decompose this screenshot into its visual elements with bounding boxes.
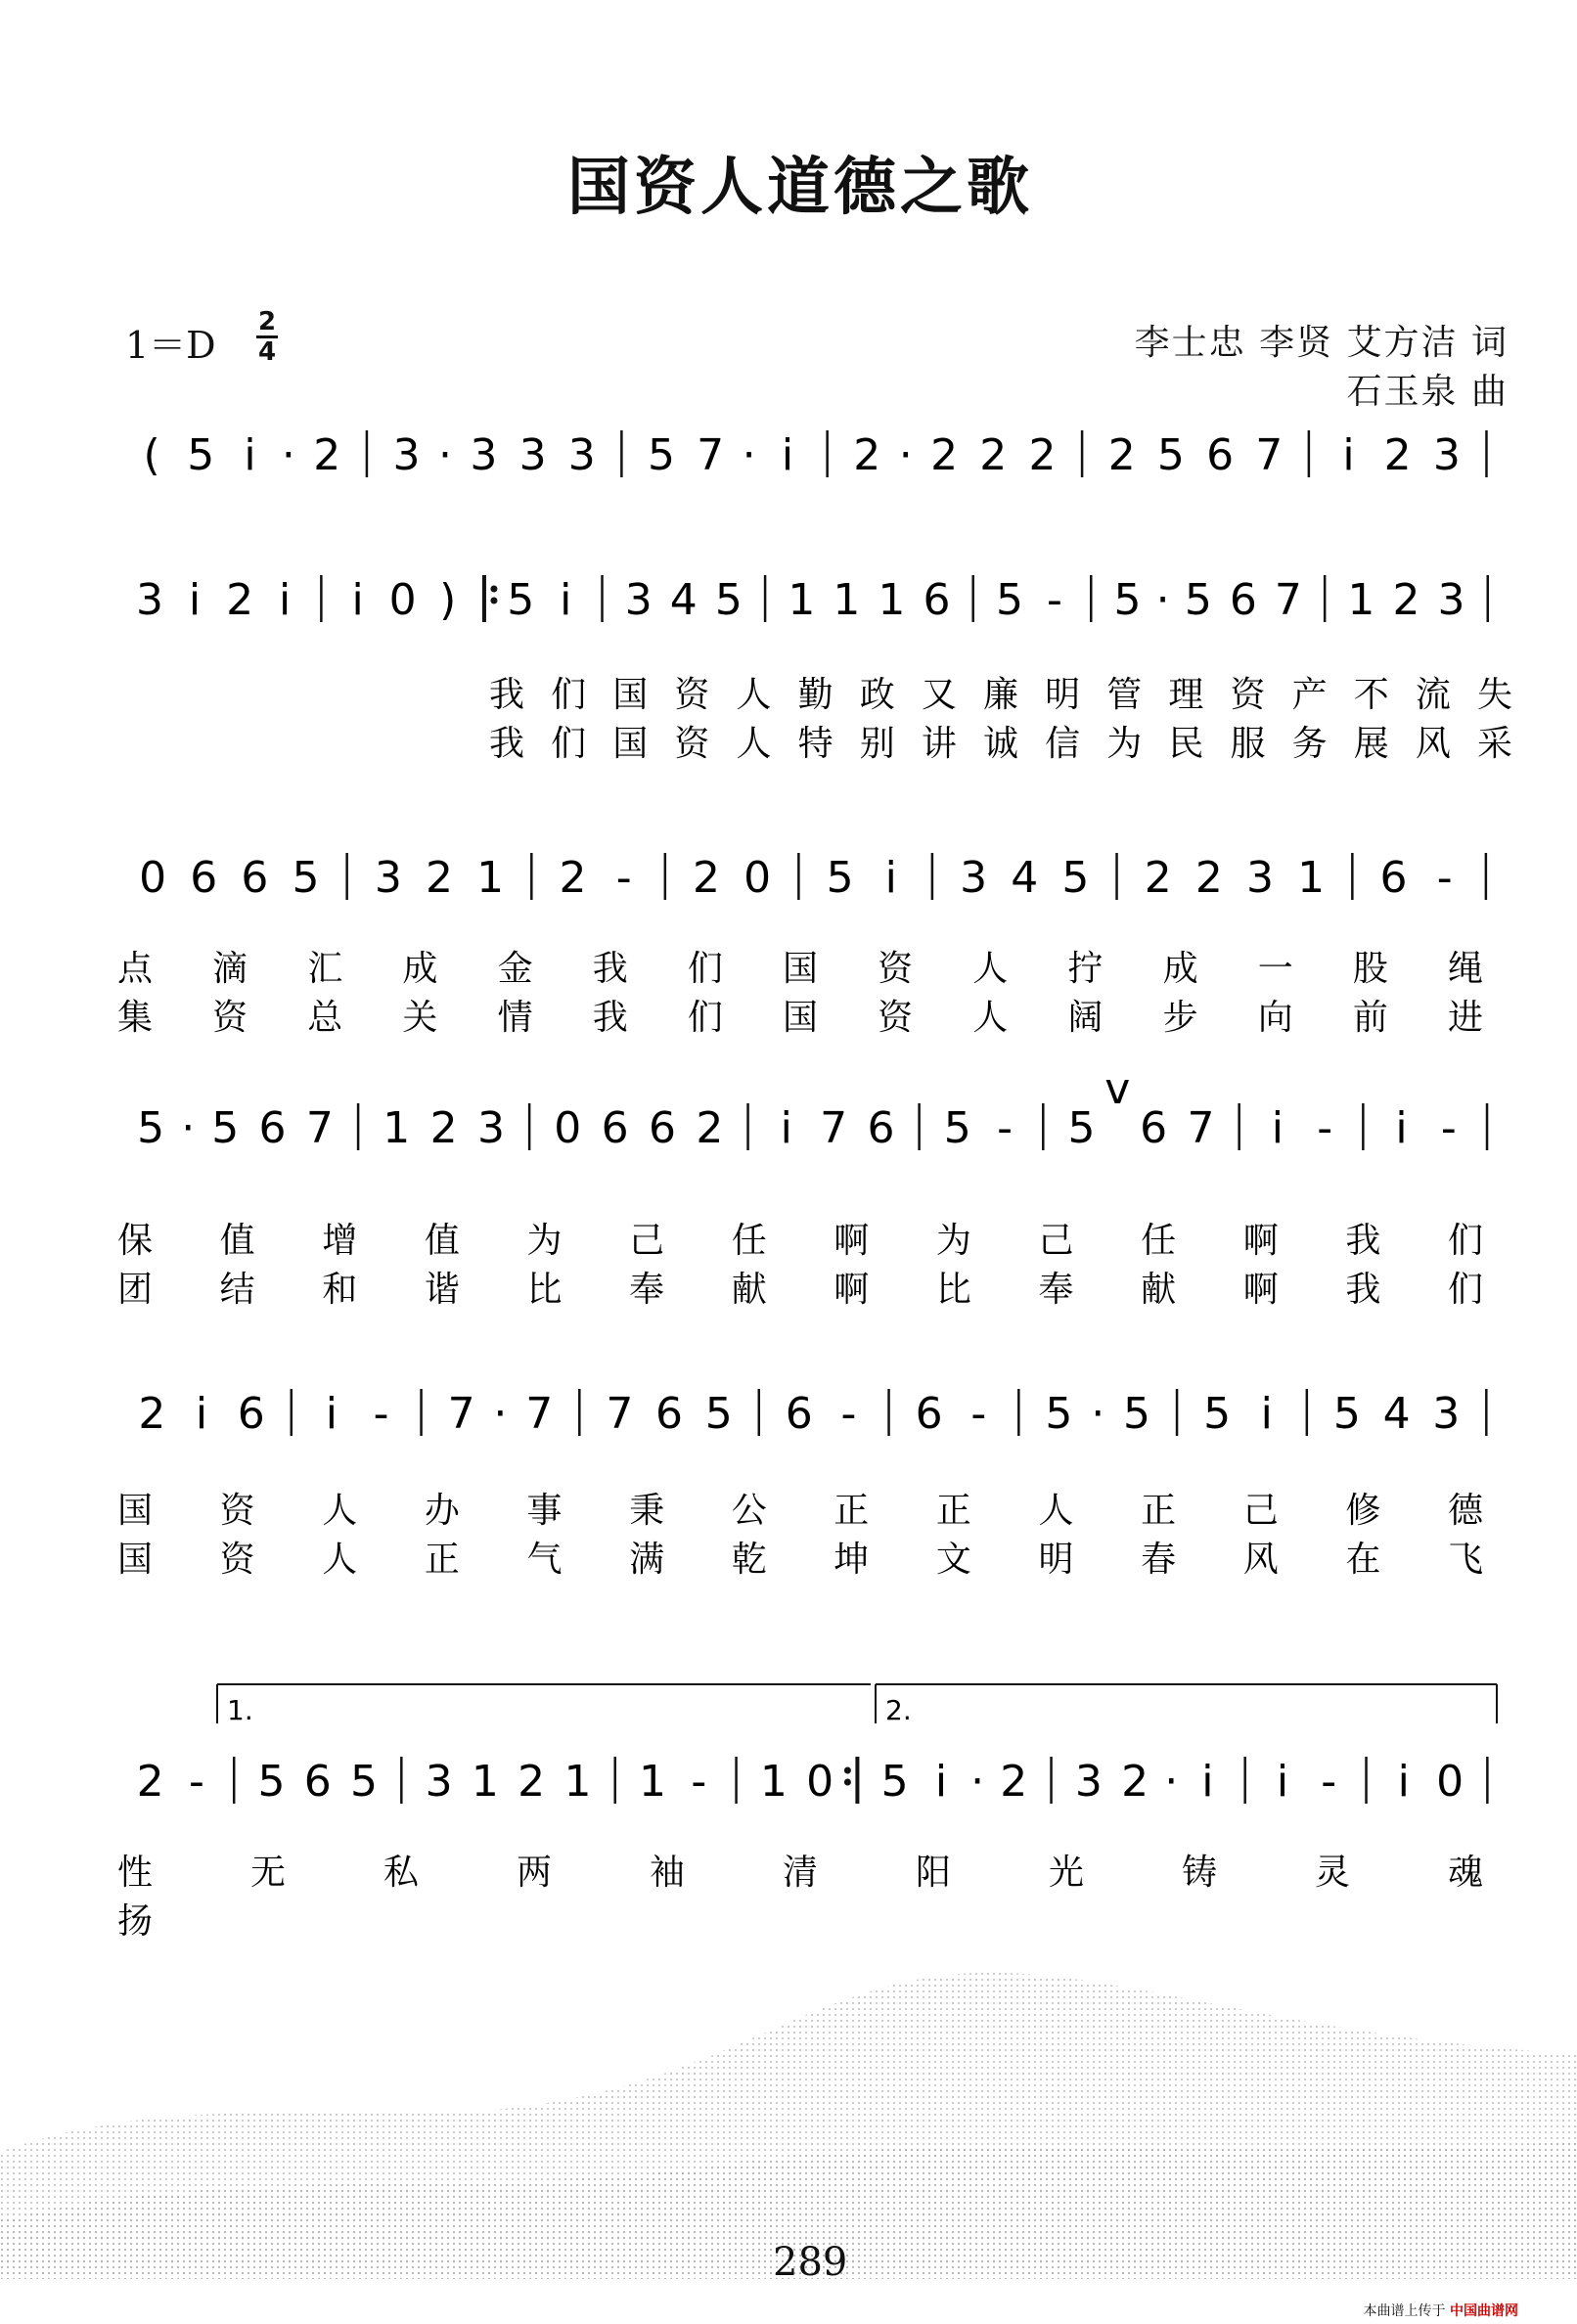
lyric-char: 秉 [629, 1491, 665, 1531]
lyric-char: 资 [674, 724, 710, 764]
note: 5 [507, 575, 535, 625]
lyric-char: 勤 [797, 675, 834, 715]
lyric-char: 啊 [834, 1221, 870, 1261]
lyric-char: 点 [117, 949, 154, 989]
breath-mark: v [1104, 1064, 1131, 1114]
note: i [1397, 1757, 1410, 1807]
note: - [188, 1757, 204, 1807]
note: - [997, 1103, 1014, 1153]
lyric-char: 阳 [916, 1853, 952, 1893]
lyric-char: 我 [489, 724, 525, 764]
lyric-char: 阔 [1067, 998, 1104, 1038]
note: 2 [696, 1103, 724, 1153]
note: 6 [649, 1103, 677, 1153]
note: i [278, 575, 292, 625]
note: 3 [567, 430, 596, 480]
note: i [351, 575, 364, 625]
lyric-char: 灵 [1315, 1853, 1351, 1893]
lyric-char: 务 [1291, 724, 1328, 764]
lyric-char: 资 [878, 949, 914, 989]
note: 6 [190, 853, 218, 903]
lyric-char: 私 [383, 1853, 420, 1893]
lyric-char: 事 [526, 1491, 563, 1531]
note: 7 [820, 1103, 848, 1153]
lyric-char: 失 [1477, 675, 1513, 715]
note: 6 [258, 1103, 287, 1153]
note: 5 [187, 430, 215, 480]
time-signature-bottom: 4 [257, 337, 277, 367]
lyric-char: 己 [629, 1221, 665, 1261]
lyric-char: 国 [117, 1540, 154, 1580]
note: 1 [476, 853, 505, 903]
note: i [780, 1103, 792, 1153]
lyric-char: 管 [1106, 675, 1143, 715]
lyric-char: 增 [322, 1221, 358, 1261]
note: - [615, 853, 632, 903]
lyric-char: 魂 [1448, 1853, 1484, 1893]
note: i [1276, 1757, 1289, 1807]
lyric-char: 们 [1448, 1221, 1484, 1261]
note: 3 [392, 430, 421, 480]
note: 5 [704, 1389, 733, 1439]
note: i [244, 430, 256, 480]
note: i [1260, 1389, 1273, 1439]
lyric-char: 信 [1045, 724, 1081, 764]
composer-credit: 石玉泉 曲 [1346, 372, 1509, 412]
dot-mark: · [1091, 1389, 1105, 1439]
lyric-char: 流 [1415, 675, 1451, 715]
repeat-dot [490, 586, 497, 593]
note: 0 [806, 1757, 834, 1807]
lyric-char: 一 [1257, 949, 1293, 989]
note: 6 [915, 1389, 943, 1439]
lyric-char: 满 [629, 1540, 665, 1580]
note: 4 [1382, 1389, 1411, 1439]
lyric-char: 团 [117, 1270, 154, 1310]
lyric-char: 服 [1230, 724, 1266, 764]
lyric-char: 廉 [983, 675, 1019, 715]
dot-mark: · [493, 1389, 508, 1439]
lyric-char: 袖 [650, 1853, 686, 1893]
lyric-char: 我 [1345, 1270, 1381, 1310]
lyric-char: 前 [1352, 998, 1388, 1038]
lyric-char: 政 [859, 675, 895, 715]
note: 3 [136, 575, 164, 625]
lyric-char: 总 [307, 998, 343, 1038]
lyric-char: 我 [592, 949, 628, 989]
note: - [840, 1389, 857, 1439]
note: 2 [693, 853, 721, 903]
note: 0 [1436, 1757, 1464, 1807]
lyric-char: 比 [526, 1270, 563, 1310]
note: 3 [1432, 1389, 1461, 1439]
dot-mark: · [970, 1757, 985, 1807]
lyric-char: 金 [497, 949, 533, 989]
repeat-dot [844, 1779, 851, 1786]
note: 3 [470, 430, 498, 480]
volta-2-label: 2. [885, 1694, 912, 1726]
key-signature: 1＝D [125, 324, 216, 367]
lyric-char: 集 [117, 998, 154, 1038]
lyric-char: 采 [1477, 724, 1513, 764]
note: 2 [1194, 853, 1223, 903]
lyric-char: 谐 [424, 1270, 460, 1310]
note: i [934, 1757, 948, 1807]
footer-site: 中国曲谱网 [1450, 2303, 1518, 2319]
lyric-char: 人 [322, 1540, 358, 1580]
lyricist-credit: 李士忠 李贤 艾方洁 词 [1134, 323, 1509, 363]
lyric-char: 办 [424, 1491, 460, 1531]
lyric-char: 步 [1162, 998, 1198, 1038]
lyric-char: 啊 [1242, 1270, 1279, 1310]
note: 6 [1229, 575, 1257, 625]
lyric-char: 正 [1141, 1491, 1177, 1531]
lyric-char: 人 [1038, 1491, 1074, 1531]
volta-1-label: 1. [227, 1694, 253, 1726]
lyric-char: 值 [424, 1221, 460, 1261]
note: 6 [785, 1389, 813, 1439]
lyric-char: 诚 [983, 724, 1019, 764]
lyric-char: 无 [250, 1853, 287, 1893]
note: 4 [669, 575, 698, 625]
lyric-char: 风 [1415, 724, 1451, 764]
lyric-char: 们 [687, 949, 723, 989]
lyric-char: 们 [1448, 1270, 1484, 1310]
lyric-char: 乾 [731, 1540, 767, 1580]
lyric-char: 春 [1141, 1540, 1177, 1580]
lyric-char: 为 [935, 1221, 971, 1261]
note: 1 [383, 1103, 411, 1153]
note: 3 [1432, 430, 1461, 480]
lyric-char: 情 [497, 998, 533, 1038]
note: - [691, 1757, 707, 1807]
lyric-char: 正 [935, 1491, 971, 1531]
note: 6 [303, 1757, 332, 1807]
note: 6 [1140, 1103, 1168, 1153]
lyric-char: 股 [1352, 949, 1388, 989]
lyric-char: 值 [219, 1221, 255, 1261]
note: 2 [1028, 430, 1057, 480]
note: 1 [878, 575, 906, 625]
note: 6 [1206, 430, 1235, 480]
lyric-char: 光 [1049, 1853, 1085, 1893]
lyric-char: 清 [783, 1853, 819, 1893]
note: 1 [1297, 853, 1326, 903]
note: 5 [1184, 575, 1212, 625]
lyric-char: 在 [1345, 1540, 1381, 1580]
footer-note [1364, 2301, 1518, 2320]
lyric-char: 别 [859, 724, 895, 764]
lyric-char: 坤 [834, 1540, 870, 1580]
note: i [188, 575, 202, 625]
lyric-char: 为 [1106, 724, 1143, 764]
note: 2 [1000, 1757, 1028, 1807]
lyric-char: 比 [935, 1270, 971, 1310]
note: 7 [697, 430, 725, 480]
note: 5 [1061, 853, 1090, 903]
note: 3 [518, 430, 547, 480]
note: 2 [518, 1757, 546, 1807]
note: 2 [136, 1757, 164, 1807]
footer-text: 本曲谱上传于 [1363, 2303, 1446, 2319]
note: i [325, 1389, 338, 1439]
lyric-char: 风 [1242, 1540, 1279, 1580]
note: 7 [525, 1389, 554, 1439]
note: 3 [624, 575, 653, 625]
note: - [1321, 1757, 1337, 1807]
lyric-char: 成 [402, 949, 438, 989]
lyric-char: 国 [783, 949, 819, 989]
note: 1 [788, 575, 816, 625]
lyric-char: 国 [783, 998, 819, 1038]
lyric-char: 人 [322, 1491, 358, 1531]
note: 2 [1392, 575, 1420, 625]
note: i [781, 430, 794, 480]
lyric-char: 德 [1448, 1491, 1484, 1531]
note: 6 [237, 1389, 265, 1439]
note: 5 [880, 1757, 909, 1807]
lyric-char: 人 [972, 998, 1009, 1038]
lyric-char: 资 [1230, 675, 1266, 715]
note: 2 [425, 853, 453, 903]
note: 5 [826, 853, 854, 903]
lyric-char: 扬 [117, 1901, 154, 1942]
lyric-char: 任 [1141, 1221, 1177, 1261]
note: 7 [447, 1389, 475, 1439]
note: 3 [1074, 1757, 1103, 1807]
note: 5 [257, 1757, 286, 1807]
note: - [373, 1389, 389, 1439]
lyric-char: 资 [878, 998, 914, 1038]
lyric-char: 向 [1257, 998, 1293, 1038]
dot-mark: · [1155, 575, 1170, 625]
lyric-char: 明 [1045, 675, 1081, 715]
note: 2 [1121, 1757, 1149, 1807]
note: - [1440, 1103, 1457, 1153]
lyric-char: 保 [117, 1221, 154, 1261]
note: 2 [429, 1103, 458, 1153]
note: 5 [647, 430, 675, 480]
repeat-dot [490, 598, 497, 604]
lyric-char: 气 [526, 1540, 563, 1580]
lyric-char: 特 [797, 724, 834, 764]
note: 6 [867, 1103, 895, 1153]
lyric-char: 进 [1448, 998, 1484, 1038]
lyric-char: 奉 [629, 1270, 665, 1310]
song-title: 国资人道德之歌 [567, 151, 1033, 224]
note: 1 [563, 1757, 592, 1807]
note: 2 [1383, 430, 1412, 480]
lyric-char: 民 [1168, 724, 1204, 764]
lyric-char: 们 [687, 998, 723, 1038]
note: 7 [305, 1103, 334, 1153]
lyric-char: 明 [1038, 1540, 1074, 1580]
note: 5 [1045, 1389, 1073, 1439]
note: 2 [853, 430, 881, 480]
lyric-char: 修 [1345, 1491, 1381, 1531]
lyric-char: 己 [1242, 1491, 1279, 1531]
lyric-char: 讲 [921, 724, 957, 764]
lyric-char: 己 [1038, 1221, 1074, 1261]
note: 1 [1347, 575, 1375, 625]
note: 5 [1156, 430, 1185, 480]
note: 6 [923, 575, 951, 625]
lyric-char: 任 [731, 1221, 767, 1261]
lyric-char: 公 [731, 1491, 767, 1531]
dot-mark: · [437, 430, 452, 480]
lyric-char: 奉 [1038, 1270, 1074, 1310]
lyric-char: 展 [1353, 724, 1389, 764]
note: i [1342, 430, 1355, 480]
lyric-char: 国 [612, 724, 649, 764]
note: - [970, 1389, 987, 1439]
lyric-char: 资 [674, 675, 710, 715]
repeat-dot [844, 1767, 851, 1774]
lyric-char: 人 [736, 675, 772, 715]
lyric-char: 理 [1168, 675, 1204, 715]
note: 3 [374, 853, 402, 903]
dot-mark: · [181, 1103, 196, 1153]
note: i [1395, 1103, 1408, 1153]
note: 3 [1246, 853, 1275, 903]
note: 5 [1203, 1389, 1232, 1439]
note: 0 [388, 575, 417, 625]
lyric-char: 献 [1141, 1270, 1177, 1310]
lyric-char: 啊 [834, 1270, 870, 1310]
note: 6 [1379, 853, 1408, 903]
note: ( [143, 430, 160, 480]
lyric-char: 汇 [307, 949, 343, 989]
lyric-char: 我 [1345, 1221, 1381, 1261]
dot-mark: · [898, 430, 913, 480]
note: 5 [1332, 1389, 1361, 1439]
note: 3 [1437, 575, 1465, 625]
note: 3 [960, 853, 988, 903]
note: i [884, 853, 897, 903]
mountain-watermark [0, 1907, 1577, 2279]
lyric-char: 啊 [1242, 1221, 1279, 1261]
note: 5 [714, 575, 743, 625]
note: 5 [1067, 1103, 1096, 1153]
note: 0 [139, 853, 167, 903]
lyric-char: 正 [834, 1491, 870, 1531]
lyric-char: 资 [219, 1540, 255, 1580]
lyric-char: 人 [736, 724, 772, 764]
note: 1 [471, 1757, 499, 1807]
note: 5 [1113, 575, 1142, 625]
note: 2 [138, 1389, 166, 1439]
lyric-char: 产 [1291, 675, 1328, 715]
note: 7 [1187, 1103, 1215, 1153]
lyric-char: 两 [517, 1853, 553, 1893]
lyric-char: 我 [592, 998, 628, 1038]
note: 2 [1144, 853, 1172, 903]
note: i [195, 1389, 208, 1439]
lyric-char: 飞 [1448, 1540, 1484, 1580]
note: 7 [1255, 430, 1284, 480]
lyric-char: 资 [212, 998, 248, 1038]
note: i [1271, 1103, 1284, 1153]
lyric-char: 绳 [1448, 949, 1484, 989]
note: 5 [292, 853, 320, 903]
note: 3 [476, 1103, 505, 1153]
note: 4 [1011, 853, 1039, 903]
note: 3 [425, 1757, 453, 1807]
note: 5 [995, 575, 1023, 625]
lyric-char: 铸 [1182, 1853, 1218, 1893]
lyric-char: 文 [935, 1540, 971, 1580]
note: i [1201, 1757, 1214, 1807]
lyric-char: 资 [219, 1491, 255, 1531]
lyric-char: 们 [551, 675, 587, 715]
lyric-char: 为 [526, 1221, 563, 1261]
lyric-char: 人 [972, 949, 1009, 989]
lyric-char: 我 [489, 675, 525, 715]
lyric-char: 拧 [1067, 949, 1104, 989]
note: 5 [211, 1103, 240, 1153]
dot-mark: · [1164, 1757, 1179, 1807]
lyric-char: 献 [731, 1270, 767, 1310]
note: 1 [639, 1757, 667, 1807]
note: 7 [606, 1389, 634, 1439]
note: - [1436, 853, 1453, 903]
note: - [1317, 1103, 1333, 1153]
note: 0 [554, 1103, 582, 1153]
note: 6 [241, 853, 269, 903]
lyric-char: 性 [117, 1853, 154, 1893]
lyric-char: 正 [424, 1540, 460, 1580]
lyric-char: 成 [1162, 949, 1198, 989]
note: i [560, 575, 572, 625]
note: 2 [559, 853, 587, 903]
dot-mark: · [742, 430, 756, 480]
note: 6 [655, 1389, 684, 1439]
note: 6 [601, 1103, 629, 1153]
lyric-char: 和 [322, 1270, 358, 1310]
note: 7 [1274, 575, 1302, 625]
lyric-char: 国 [117, 1491, 154, 1531]
note: 2 [1107, 430, 1136, 480]
note: 0 [743, 853, 772, 903]
time-signature-top: 2 [257, 307, 277, 336]
dot-mark: · [281, 430, 295, 480]
note: ) [439, 575, 457, 625]
page-number: 289 [773, 2240, 848, 2285]
note: 5 [137, 1103, 165, 1153]
lyric-char: 滴 [212, 949, 248, 989]
lyric-char: 又 [921, 675, 957, 715]
note: - [1047, 575, 1062, 625]
note: 5 [1123, 1389, 1151, 1439]
lyric-char: 国 [612, 675, 649, 715]
note: 5 [350, 1757, 379, 1807]
note: 2 [226, 575, 254, 625]
lyric-char: 不 [1353, 675, 1389, 715]
note: 2 [313, 430, 341, 480]
lyric-char: 结 [219, 1270, 255, 1310]
note: 2 [979, 430, 1008, 480]
lyric-char: 关 [402, 998, 438, 1038]
note: 1 [759, 1757, 788, 1807]
note: 5 [943, 1103, 971, 1153]
lyric-char: 们 [551, 724, 587, 764]
note: 2 [930, 430, 959, 480]
note: 1 [833, 575, 861, 625]
